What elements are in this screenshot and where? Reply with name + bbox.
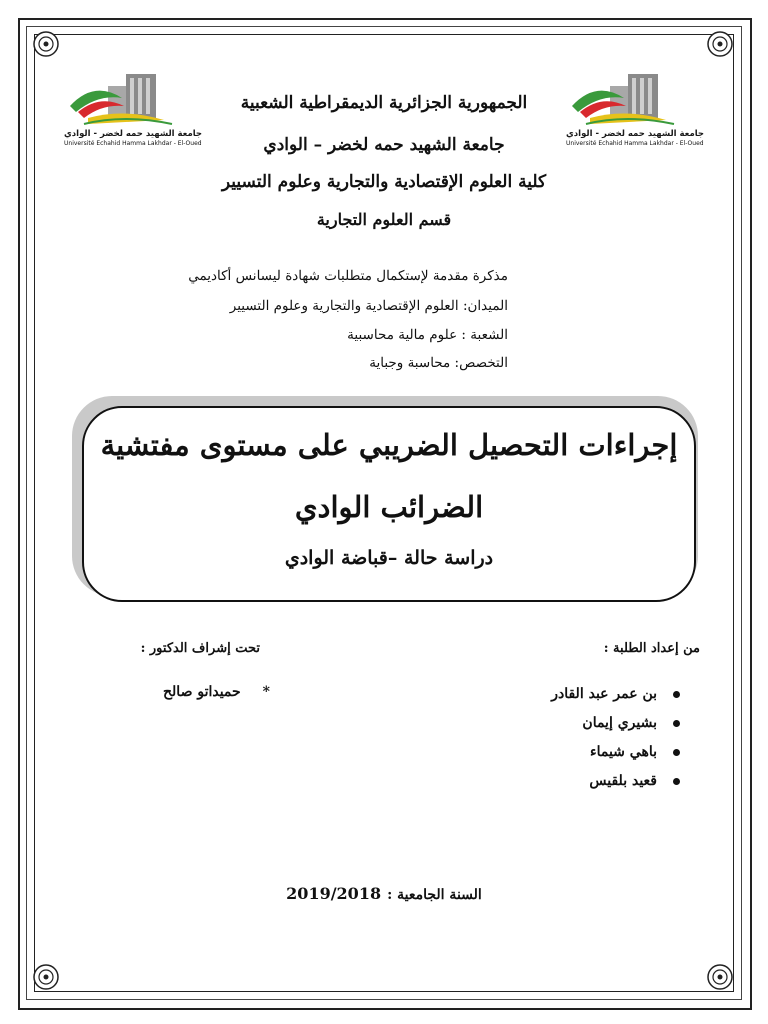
logo-caption-arabic: جامعة الشهيد حمه لخضر - الوادي <box>566 129 705 139</box>
republic-name: الجمهورية الجزائرية الديمقراطية الشعبية <box>240 93 528 113</box>
corner-ornament-icon <box>705 962 735 992</box>
supervisor-marker: * <box>262 684 270 700</box>
list-item <box>551 713 680 742</box>
logo-caption-french: Université Echahid Hamma Lakhdar - El-Oued <box>64 140 202 147</box>
academic-year-label: السنة الجامعية : <box>387 887 482 903</box>
student-name: بن عمر عبد القادر <box>551 686 657 702</box>
student-name: باهي شيماء <box>590 744 657 760</box>
specialty-line: التخصص: محاسبة وجباية <box>369 355 508 371</box>
bullet-icon <box>673 778 680 785</box>
corner-ornament-icon <box>31 962 61 992</box>
faculty-name: كلية العلوم الإقتصادية والتجارية وعلوم التسيير <box>221 172 547 192</box>
student-name: قعيد بلقيس <box>589 773 657 789</box>
student-name: بشيري إيمان <box>582 715 657 731</box>
list-item <box>551 684 680 713</box>
logo-caption-arabic: جامعة الشهيد حمه لخضر - الوادي <box>64 129 203 139</box>
thesis-subtitle: دراسة حالة –قباضة الوادي <box>284 547 494 569</box>
list-item <box>551 742 680 771</box>
supervisor-name: حميداتو صالح <box>163 684 241 700</box>
logo-caption-french: Université Echahid Hamma Lakhdar - El-Oued <box>566 140 704 147</box>
bullet-icon <box>673 720 680 727</box>
corner-ornament-icon <box>31 29 61 59</box>
supervisor <box>163 684 270 700</box>
branch-line: الشعبة : علوم مالية محاسبية <box>347 327 508 343</box>
academic-year <box>0 884 768 903</box>
corner-ornament-icon <box>705 29 735 59</box>
thesis-title-line1: إجراءات التحصيل الضريبي على مستوى مفتشية <box>100 428 678 462</box>
academic-year-value: 2019/2018 <box>286 884 382 903</box>
supervisor-label: تحت إشراف الدكتور : <box>140 641 260 656</box>
field-line: الميدان: العلوم الإقتصادية والتجارية وعلوم التسيير <box>229 298 508 314</box>
students-label: من إعداد الطلبة : <box>603 641 700 656</box>
university-name: جامعة الشهيد حمه لخضر – الوادي <box>263 135 505 155</box>
students-list <box>551 684 680 800</box>
department-name: قسم العلوم التجارية <box>316 210 452 229</box>
list-item <box>551 771 680 800</box>
thesis-title-line2: الضرائب الوادي <box>294 490 484 524</box>
bullet-icon <box>673 691 680 698</box>
bullet-icon <box>673 749 680 756</box>
degree-statement: مذكرة مقدمة لإستكمال متطلبات شهادة ليسانس أكاديمي <box>188 268 508 284</box>
